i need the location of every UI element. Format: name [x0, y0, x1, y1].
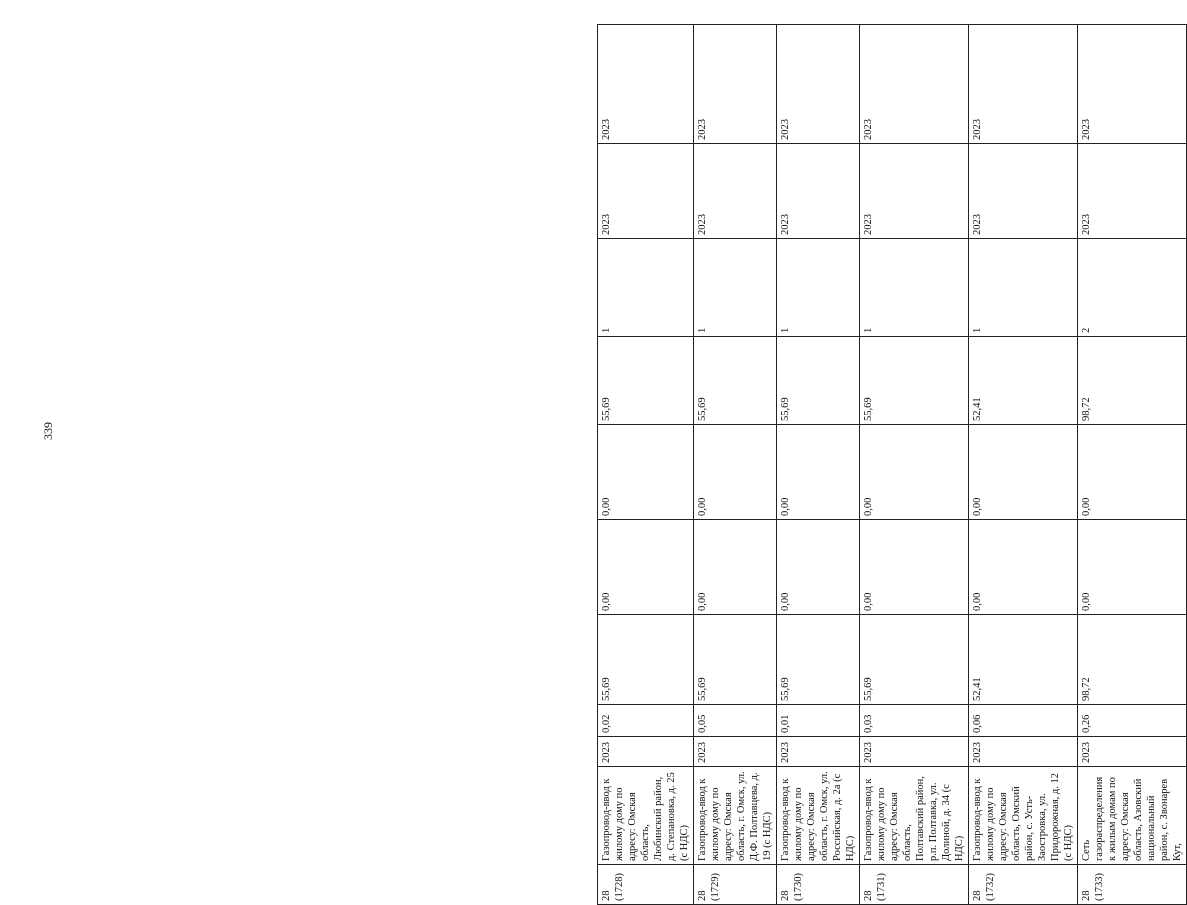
cell-name: Газопровод-ввод к жилому дому по адресу: Омская область, г. Омск, ул. Российская, д. 2а (с НДС) [777, 767, 860, 865]
cell-name: Газопровод-ввод к жилому дому по адресу: Омская область, г. Омск, ул. Д.Ф. Полтавцева, д. 19 (с НДС) [694, 767, 777, 865]
cell-y1: 2023 [694, 144, 777, 239]
cell-v4: 0,00 [1078, 425, 1187, 520]
cell-v1: 0,26 [1078, 705, 1187, 737]
cell-y1: 2023 [860, 144, 969, 239]
table-row [860, 25, 969, 905]
table-row [969, 25, 1078, 905]
cell-id: 28 (1729) [694, 865, 777, 905]
cell-y2: 2023 [1078, 25, 1187, 144]
cell-v2: 55,69 [694, 615, 777, 705]
cell-v2: 55,69 [598, 615, 694, 705]
cell-v1: 0,01 [777, 705, 860, 737]
cell-year: 2023 [598, 737, 694, 767]
cell-v5: 52,41 [969, 337, 1078, 425]
cell-id: 28 (1730) [777, 865, 860, 905]
cell-count: 1 [777, 239, 860, 337]
cell-y2: 2023 [777, 25, 860, 144]
data-table [597, 24, 1187, 905]
cell-count: 1 [694, 239, 777, 337]
cell-v1: 0,06 [969, 705, 1078, 737]
cell-v4: 0,00 [694, 425, 777, 520]
cell-count: 2 [1078, 239, 1187, 337]
cell-year: 2023 [777, 737, 860, 767]
cell-year: 2023 [860, 737, 969, 767]
cell-y2: 2023 [969, 25, 1078, 144]
table-container [597, 25, 1183, 905]
cell-v5: 98,72 [1078, 337, 1187, 425]
cell-count: 1 [860, 239, 969, 337]
table-body [598, 25, 1187, 905]
cell-v2: 98,72 [1078, 615, 1187, 705]
cell-name: Газопровод-ввод к жилому дому по адресу: Омская область, Любинский район, д. Степановка, д. 25 (с НДС) [598, 767, 694, 865]
cell-id: 28 (1733) [1078, 865, 1187, 905]
cell-y2: 2023 [860, 25, 969, 144]
table-row [598, 25, 694, 905]
cell-v4: 0,00 [777, 425, 860, 520]
cell-name: Газопровод-ввод к жилому дому по адресу: Омская область, Омский район, с. Усть-Заостровка, ул. Придорожная, д. 12 (с НДС) [969, 767, 1078, 865]
cell-y2: 2023 [598, 25, 694, 144]
cell-v1: 0,05 [694, 705, 777, 737]
cell-y1: 2023 [777, 144, 860, 239]
cell-v5: 55,69 [598, 337, 694, 425]
cell-v4: 0,00 [860, 425, 969, 520]
cell-v2: 55,69 [777, 615, 860, 705]
cell-v3: 0,00 [777, 520, 860, 615]
cell-id: 28 (1728) [598, 865, 694, 905]
table-row [777, 25, 860, 905]
cell-v5: 55,69 [860, 337, 969, 425]
cell-v1: 0,03 [860, 705, 969, 737]
cell-year: 2023 [969, 737, 1078, 767]
cell-y1: 2023 [598, 144, 694, 239]
cell-id: 28 (1732) [969, 865, 1078, 905]
table-row [694, 25, 777, 905]
cell-y2: 2023 [694, 25, 777, 144]
cell-count: 1 [598, 239, 694, 337]
cell-v3: 0,00 [969, 520, 1078, 615]
cell-v5: 55,69 [694, 337, 777, 425]
cell-year: 2023 [1078, 737, 1187, 767]
cell-v2: 55,69 [860, 615, 969, 705]
cell-v2: 52,41 [969, 615, 1078, 705]
cell-id: 28 (1731) [860, 865, 969, 905]
cell-name: Сеть газораспределения к жилым домам по адресу: Омская область, Азовский национальный район, с. Звонарев Кут, [1078, 767, 1187, 865]
cell-y1: 2023 [1078, 144, 1187, 239]
cell-y1: 2023 [969, 144, 1078, 239]
page-number: 339 [41, 422, 55, 440]
cell-v4: 0,00 [969, 425, 1078, 520]
cell-count: 1 [969, 239, 1078, 337]
cell-year: 2023 [694, 737, 777, 767]
cell-v1: 0,02 [598, 705, 694, 737]
table-row [1078, 25, 1187, 905]
cell-v3: 0,00 [598, 520, 694, 615]
cell-v3: 0,00 [860, 520, 969, 615]
cell-v5: 55,69 [777, 337, 860, 425]
cell-name: Газопровод-ввод к жилому дому по адресу: Омская область, Полтавский район, р.п. Полтавка, ул. Долиной, д. 34 (с НДС) [860, 767, 969, 865]
cell-v4: 0,00 [598, 425, 694, 520]
cell-v3: 0,00 [694, 520, 777, 615]
cell-v3: 0,00 [1078, 520, 1187, 615]
